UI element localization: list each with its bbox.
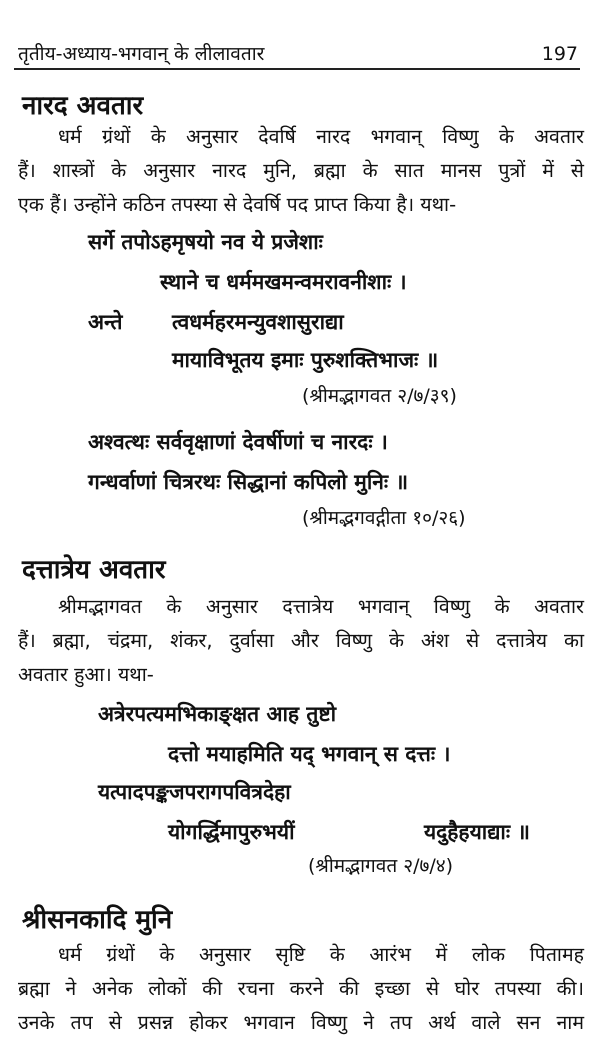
scripture-reference: (श्रीमद्भागवत २/७/४) — [308, 855, 454, 877]
paragraph-line: ब्रह्मा ने अनेक लोकों की रचना करने की इच्छा से घोर तपस्या की। — [18, 977, 584, 1000]
verse-segment: यदुहैहयाद्याः ॥ — [423, 820, 530, 844]
verse-line-split — [168, 818, 530, 846]
paragraph-line: अवतार हुआ। यथा- — [18, 663, 154, 686]
verse-segment: योगर्द्धिमापुरुभयीं — [168, 820, 295, 844]
paragraph-line: उनके तप से प्रसन्न होकर भगवान विष्णु ने तप अर्थ वाले सन नाम — [18, 1011, 584, 1034]
verse-line: गन्धर्वाणां चित्ररथः सिद्धानां कपिलो मुनिः ॥ — [88, 470, 409, 494]
verse-line: त्वधर्महरमन्युवशासुराद्या — [172, 310, 344, 334]
section-heading-sanakadi: श्रीसनकादि मुनि — [22, 905, 173, 935]
paragraph-line: हैं। ब्रह्मा, चंद्रमा, शंकर, दुर्वासा और विष्णु के अंश से दत्तात्रेय का — [18, 629, 584, 652]
paragraph-line: धर्म ग्रंथों के अनुसार सृष्टि के आरंभ में लोक पितामह — [58, 943, 584, 966]
verse-line: अन्ते — [88, 310, 123, 334]
paragraph-line: हैं। शास्त्रों के अनुसार नारद मुनि, ब्रह्मा के सात मानस पुत्रों में से — [18, 159, 584, 182]
verse-line: अश्वत्थः सर्ववृक्षाणां देवर्षीणां च नारदः । — [88, 430, 388, 454]
scripture-reference: (श्रीमद्भागवत २/७/३९) — [302, 385, 457, 407]
verse-line: दत्तो मयाहमिति यद् भगवान् स दत्तः । — [168, 742, 451, 766]
verse-line: सर्गे तपोऽहमृषयो नव ये प्रजेशाः — [88, 230, 323, 254]
verse-line: यत्पादपङ्कजपरागपवित्रदेहा — [98, 780, 291, 804]
header-divider — [14, 68, 580, 70]
verse-line: मायाविभूतय इमाः पुरुशक्तिभाजः ॥ — [172, 348, 439, 372]
paragraph-line: श्रीमद्भागवत के अनुसार दत्तात्रेय भगवान् विष्णु के अवतार — [58, 595, 584, 618]
scripture-reference: (श्रीमद्भगवद्गीता १०/२६) — [302, 507, 466, 529]
paragraph-line: एक हैं। उन्होंने कठिन तपस्या से देवर्षि पद प्राप्त किया है। यथा- — [18, 193, 457, 216]
section-heading-narad: नारद अवतार — [22, 91, 144, 121]
verse-line: स्थाने च धर्ममखमन्वमरावनीशाः । — [160, 270, 407, 294]
section-heading-dattatreya: दत्तात्रेय अवतार — [22, 555, 166, 585]
running-header — [18, 40, 578, 66]
paragraph-line: धर्म ग्रंथों के अनुसार देवर्षि नारद भगवान् विष्णु के अवतार — [58, 125, 584, 148]
page-number: 197 — [541, 43, 578, 65]
verse-line: अत्रेरपत्यमभिकाङ्क्षत आह तुष्टो — [98, 702, 337, 726]
chapter-title: तृतीय-अध्याय-भगवान् के लीलावतार — [18, 43, 265, 65]
